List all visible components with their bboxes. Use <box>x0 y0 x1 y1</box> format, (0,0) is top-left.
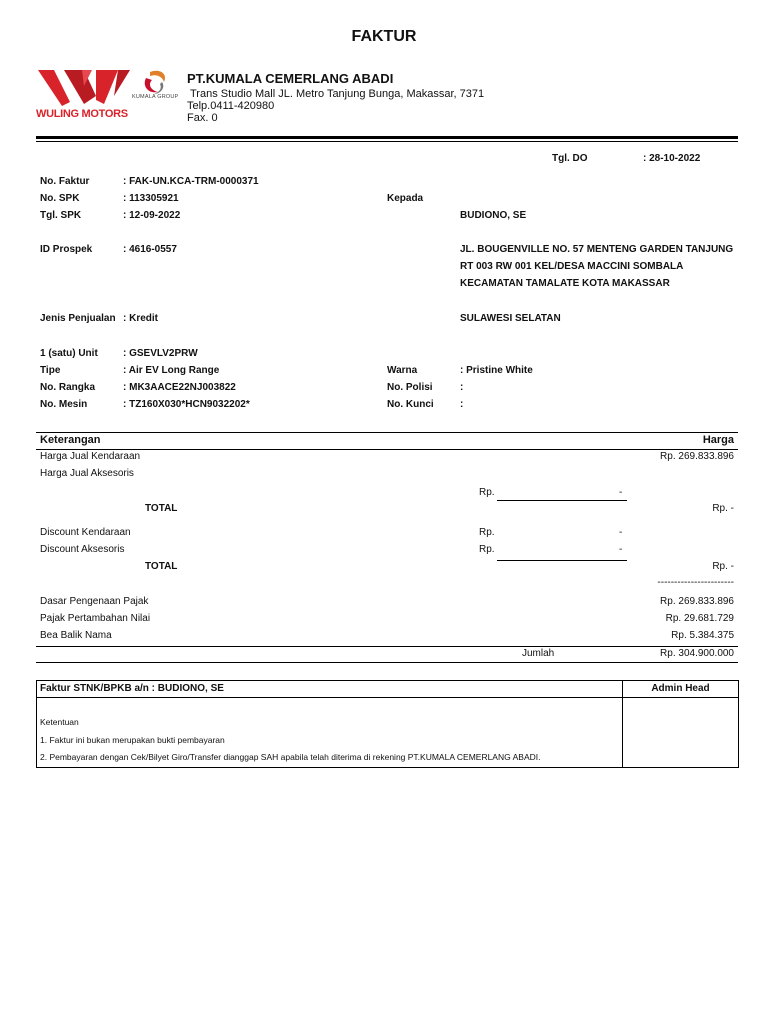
header-divider-thin <box>36 141 738 142</box>
customer-address-line: KECAMATAN TAMALATE KOTA MAKASSAR <box>460 278 670 289</box>
field-label: No. Kunci <box>387 399 434 410</box>
field-label: No. Polisi <box>387 382 433 393</box>
company-phone: Telp.0411-420980 <box>187 100 275 112</box>
document-title: FAKTUR <box>351 28 417 45</box>
ketentuan-label: Ketentuan <box>40 717 79 727</box>
separator-dashes: ----------------------- <box>657 577 734 588</box>
field-label: Warna <box>387 365 418 376</box>
field-value: : <box>460 382 464 393</box>
field-value: : MK3AACE22NJ003822 <box>123 382 236 393</box>
row-label: TOTAL <box>145 561 178 572</box>
wuling-emblem-icon <box>34 66 134 108</box>
footer-header-border <box>36 697 739 698</box>
customer-address-line: RT 003 RW 001 KEL/DESA MACCINI SOMBALA <box>460 261 684 272</box>
row-label: TOTAL <box>145 503 178 514</box>
kepada-label: Kepada <box>387 193 424 204</box>
company-fax: Fax. 0 <box>187 112 218 124</box>
table-top-border <box>36 432 738 433</box>
company-address: Trans Studio Mall JL. Metro Tanjung Bunga, Makassar, 7371 <box>190 88 485 100</box>
field-value: : 113305921 <box>123 193 179 204</box>
field-value: : Pristine White <box>460 365 533 376</box>
row-value: Rp. 269.833.896 <box>660 596 734 607</box>
company-name: PT.KUMALA CEMERLANG ABADI <box>187 71 394 86</box>
field-value: : Air EV Long Range <box>123 365 220 376</box>
tgl-do-value: : 28-10-2022 <box>643 153 701 164</box>
jumlah-top-border <box>36 646 738 647</box>
field-value: : GSEVLV2PRW <box>123 348 198 359</box>
customer-address-line: JL. BOUGENVILLE NO. 57 MENTENG GARDEN TANJUNG <box>460 244 734 255</box>
kumala-logo-text: KUMALA GROUP <box>132 94 179 100</box>
field-label: 1 (satu) Unit <box>40 348 98 359</box>
tgl-do-label: Tgl. DO <box>552 153 588 164</box>
field-label: No. Rangka <box>40 382 96 393</box>
note-item: 2. Pembayaran dengan Cek/Bilyet Giro/Transfer dianggap SAH apabila telah diterima di rekening PT.KUMALA CEMERLANG ABADI. <box>40 752 541 762</box>
customer-name: BUDIONO, SE <box>460 210 527 221</box>
field-value: : TZ160X030*HCN9032202* <box>123 399 250 410</box>
note-item: 1. Faktur ini bukan merupakan bukti pembayaran <box>40 735 225 745</box>
field-value: : <box>460 399 464 410</box>
header-divider <box>36 136 738 139</box>
field-value: : Kredit <box>123 313 158 324</box>
jumlah-value: Rp. 304.900.000 <box>660 648 734 659</box>
stnk-label: Faktur STNK/BPKB a/n : BUDIONO, SE <box>40 683 224 694</box>
customer-address-line: SULAWESI SELATAN <box>460 313 561 324</box>
wuling-logo <box>34 66 134 124</box>
wuling-logo-text: WULING MOTORS <box>36 108 128 120</box>
field-label: ID Prospek <box>40 244 93 255</box>
rp-dash: - <box>619 544 623 555</box>
jumlah-bottom-border <box>36 662 738 663</box>
row-label: Dasar Pengenaan Pajak <box>40 596 149 607</box>
row-label: Harga Jual Aksesoris <box>40 468 134 479</box>
field-label: Tgl. SPK <box>40 210 82 221</box>
row-label: Harga Jual Kendaraan <box>40 451 141 462</box>
subtotal-line <box>497 500 627 501</box>
rp-label: Rp. <box>479 527 495 538</box>
admin-head-label: Admin Head <box>651 683 710 694</box>
row-label: Discount Aksesoris <box>40 544 125 555</box>
subtotal-line <box>497 560 627 561</box>
col-keterangan: Keterangan <box>40 434 101 446</box>
field-label: No. Faktur <box>40 176 90 187</box>
field-label: No. SPK <box>40 193 80 204</box>
col-harga: Harga <box>702 434 734 446</box>
kumala-emblem-icon <box>132 68 182 96</box>
rp-dash: - <box>619 527 623 538</box>
field-value: : FAK-UN.KCA-TRM-0000371 <box>123 176 259 187</box>
row-label: Discount Kendaraan <box>40 527 131 538</box>
row-value: Rp. 269.833.896 <box>660 451 734 462</box>
jumlah-label: Jumlah <box>522 648 555 659</box>
rp-label: Rp. <box>479 487 495 498</box>
rp-label: Rp. <box>479 544 495 555</box>
field-label: Tipe <box>40 365 61 376</box>
kumala-logo <box>132 68 182 104</box>
field-value: : 12-09-2022 <box>123 210 181 221</box>
field-value: : 4616-0557 <box>123 244 177 255</box>
field-label: Jenis Penjualan <box>40 313 116 324</box>
row-value: Rp. 5.384.375 <box>671 630 734 641</box>
row-value: Rp. 29.681.729 <box>665 613 734 624</box>
row-label: Bea Balik Nama <box>40 630 112 641</box>
row-label: Pajak Pertambahan Nilai <box>40 613 151 624</box>
row-value: Rp. - <box>712 503 734 514</box>
rp-dash: - <box>619 487 623 498</box>
row-value: Rp. - <box>712 561 734 572</box>
field-label: No. Mesin <box>40 399 88 410</box>
table-header-border <box>36 449 738 450</box>
